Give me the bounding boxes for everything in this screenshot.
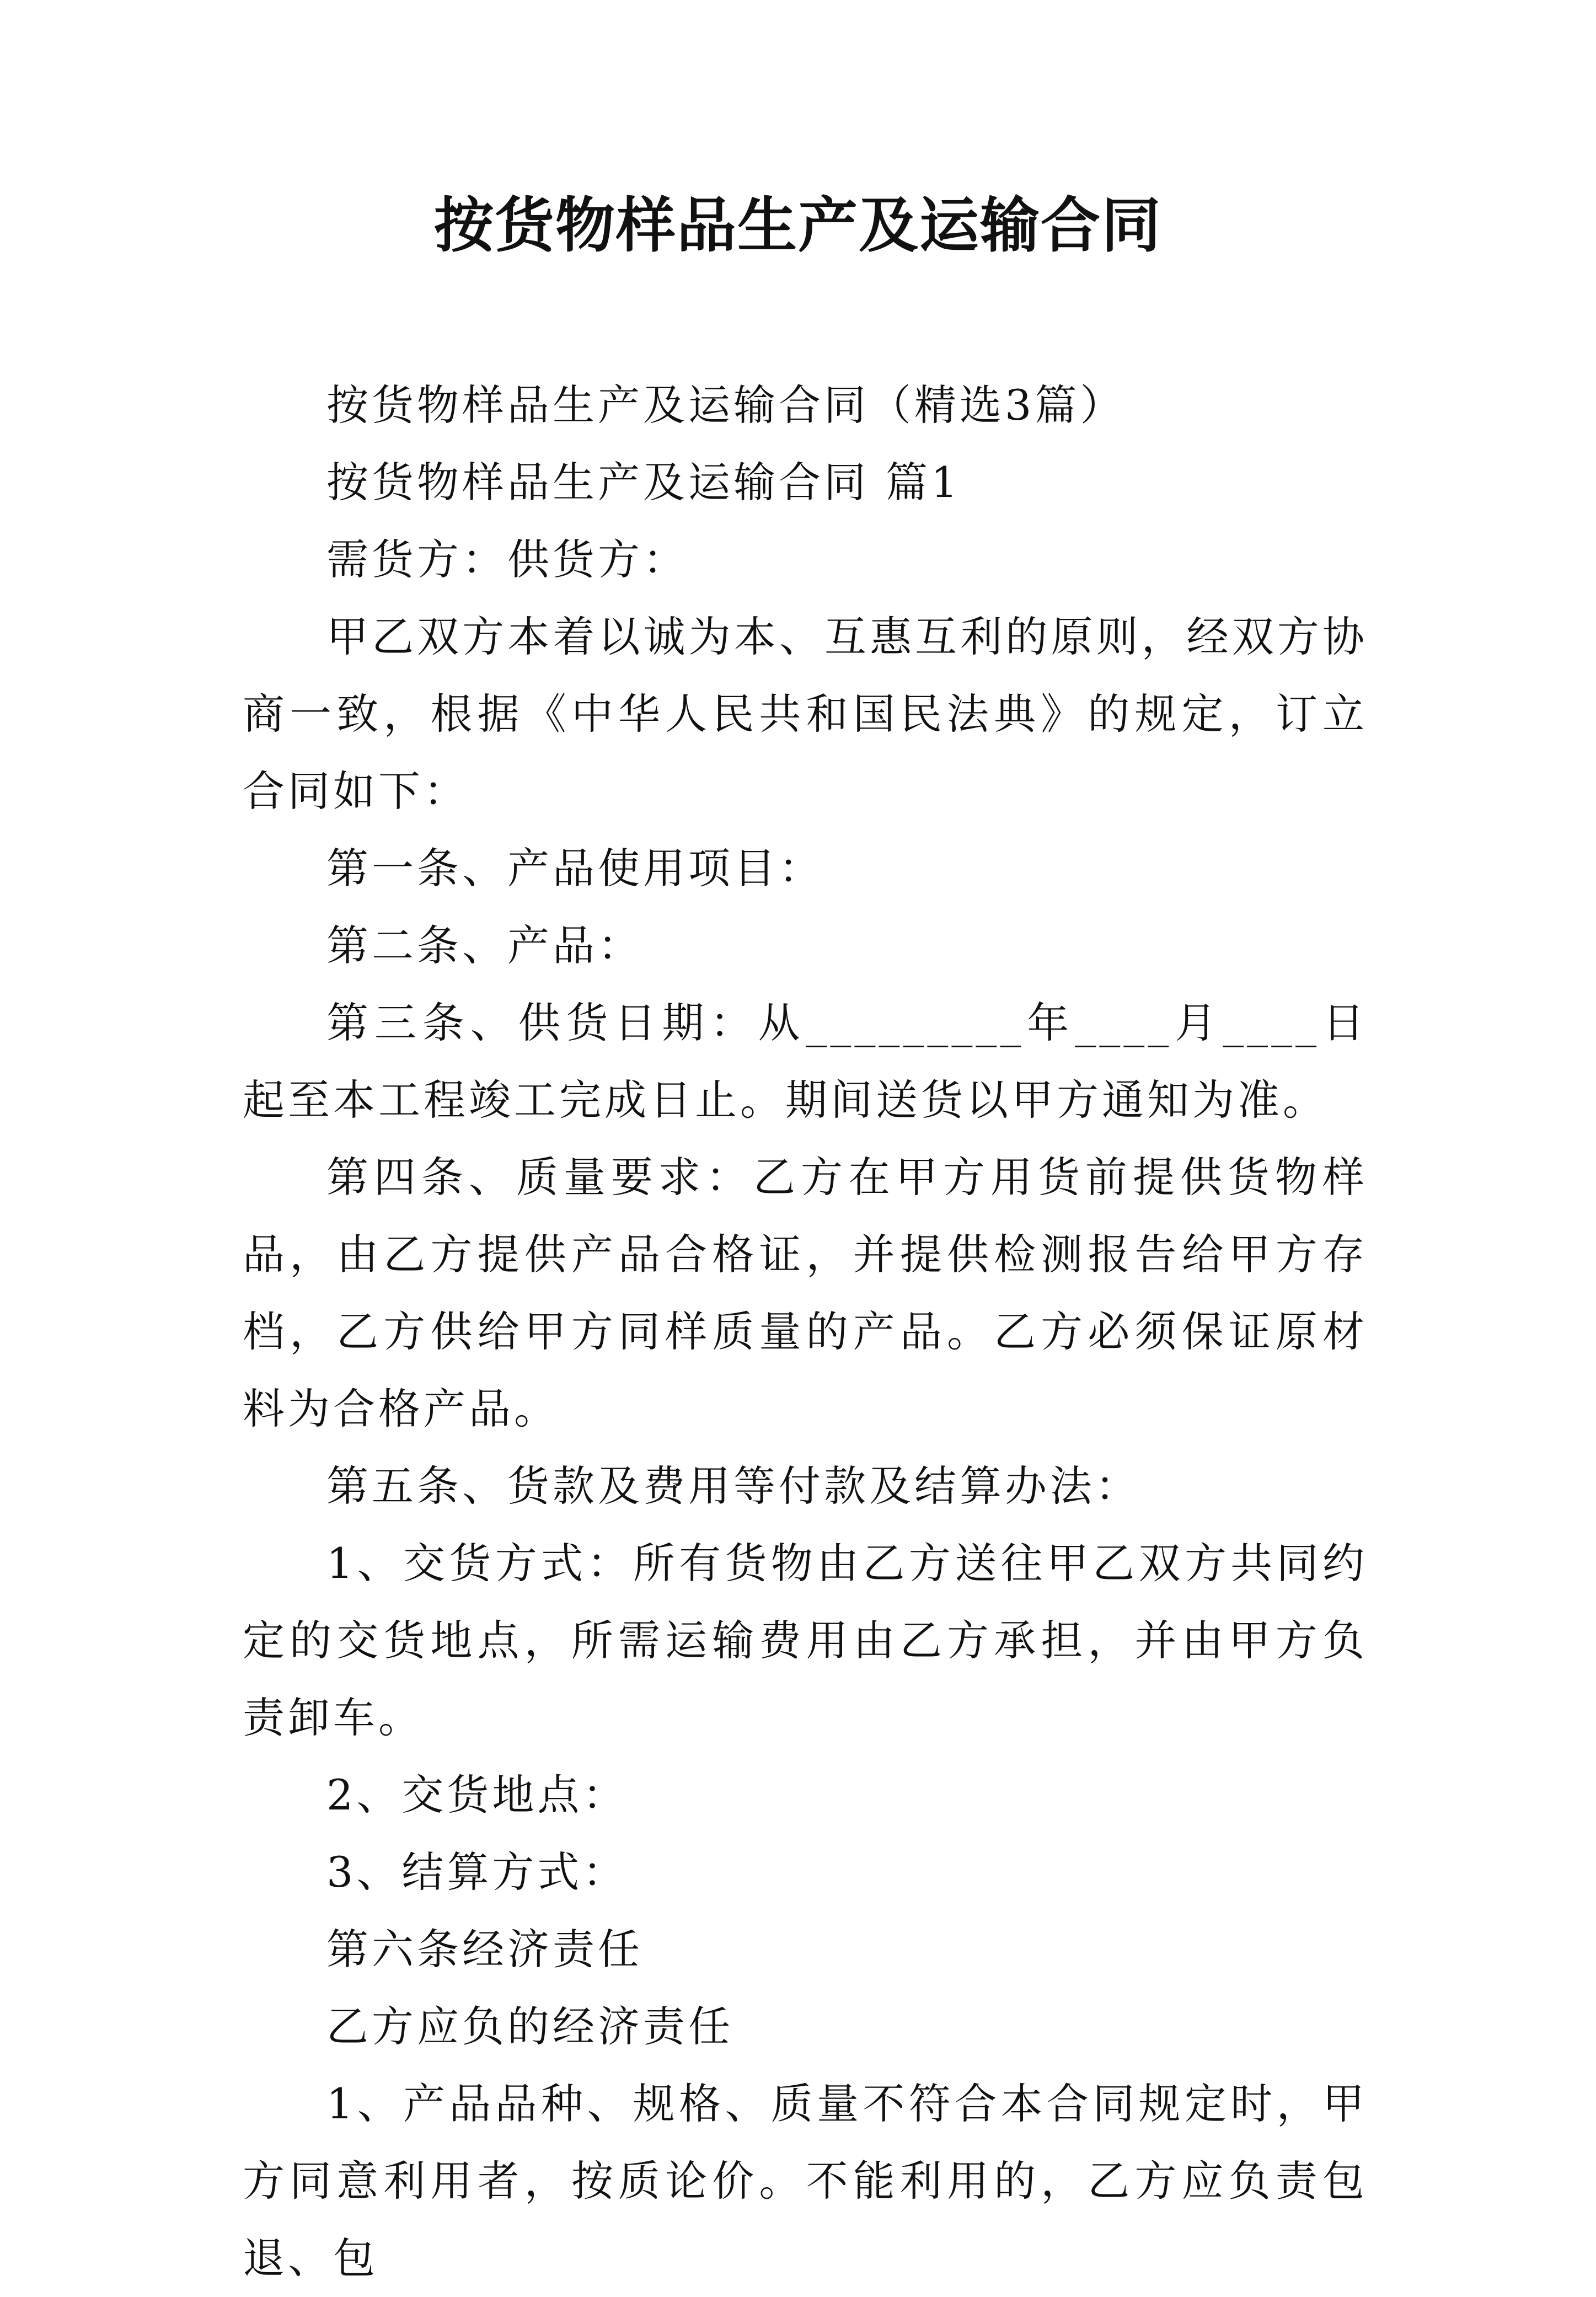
document-title: 按货物样品生产及运输合同 <box>433 191 1162 260</box>
paragraph-section-heading: 按货物样品生产及运输合同 篇1 <box>326 458 961 507</box>
paragraph-article-3: 第三条、供货日期：从_________年____月____日起至本工程竣工完成日止。期间送货以甲方通知为准。 <box>243 998 1368 1125</box>
paragraph-article-1: 第一条、产品使用项目： <box>326 844 824 893</box>
paragraph-settlement-method: 3、结算方式： <box>326 1848 628 1897</box>
paragraph-parties: 需货方：供货方： <box>326 535 688 584</box>
paragraph-delivery-method: 1、交货方式：所有货物由乙方送往甲乙双方共同约定的交货地点，所需运输费用由乙方承担，并由甲方负责卸车。 <box>243 1539 1368 1742</box>
paragraph-article-4: 第四条、质量要求：乙方在甲方用货前提供货物样品，由乙方提供产品合格证，并提供检测报告给甲方存档，乙方供给甲方同样质量的产品。乙方必须保证原材料为合格产品。 <box>243 1153 1368 1433</box>
paragraph-article-2: 第二条、产品： <box>326 921 643 970</box>
paragraph-article-5: 第五条、货款及费用等付款及结算办法： <box>326 1461 1140 1511</box>
paragraph-preamble: 甲乙双方本着以诚为本、互惠互利的原则，经双方协商一致，根据《中华人民共和国民法典》的规定，订立合同如下： <box>243 612 1368 816</box>
paragraph-article-6: 第六条经济责任 <box>326 1925 643 1974</box>
paragraph-party-b-liability: 乙方应负的经济责任 <box>326 2002 733 2051</box>
paragraph-liability-1: 1、产品品种、规格、质量不符合本合同规定时，甲方同意利用者，按质论价。不能利用的，乙方应负责包退、包 <box>243 2079 1368 2283</box>
paragraph-subtitle: 按货物样品生产及运输合同（精选3篇） <box>326 381 1126 430</box>
document-body <box>243 367 1368 2297</box>
paragraph-delivery-location: 2、交货地点： <box>326 1770 628 1819</box>
